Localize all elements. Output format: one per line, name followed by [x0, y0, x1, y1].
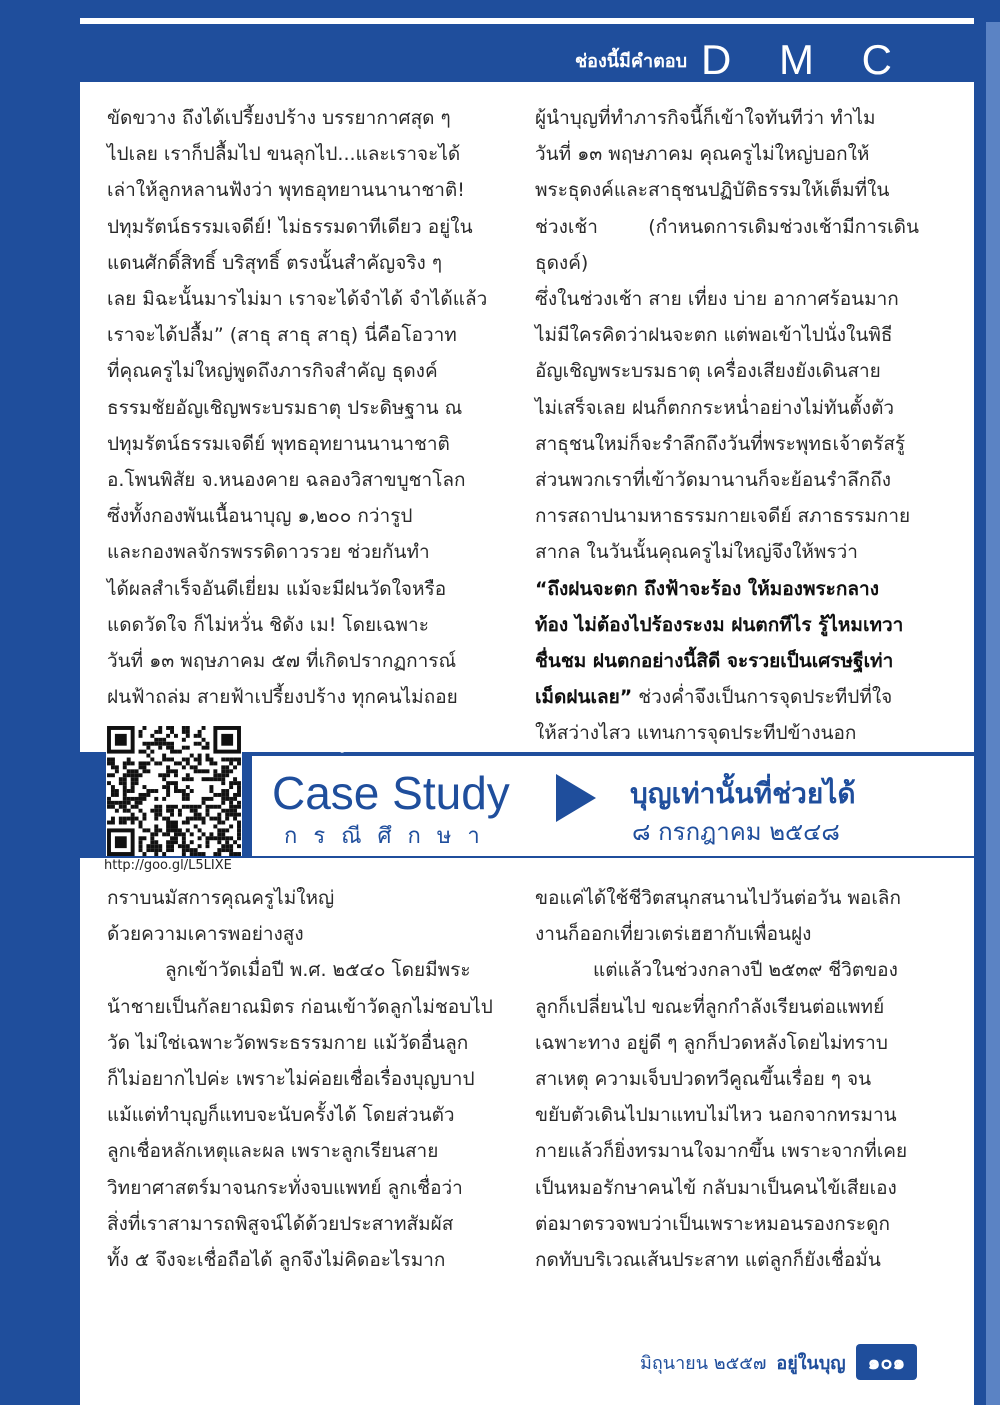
text-line: วิทยาศาสตร์มาจนกระทั่งจบแพทย์ ลูกเชื่อว่า	[107, 1176, 463, 1199]
text-line: น้าชายเป็นกัลยาณมิตร ก่อนเข้าวัดลูกไม่ชอบไป	[107, 995, 493, 1018]
video-caption	[286, 734, 755, 756]
text-line: ขอแค่ได้ใช้ชีวิตสนุกสนานไปวันต่อวัน พอเลิก	[535, 887, 901, 909]
text-line: ไม่เสร็จเลย ฝนก็ตกกระหน่ำอย่างไม่ทันตั้งตัว	[535, 396, 895, 419]
text-line: ชื่นชม ฝนตกอย่างนี้สิดี จะรวยเป็นเศรษฐีเท่า	[535, 650, 894, 673]
text-line: ปทุมรัตน์ธรรมเจดีย์! ไม่ธรรมดาทีเดียว อยู่ใน	[107, 215, 473, 238]
text-line: แดดวัดใจ ก็ไม่หวั่น ชิดัง เม! โดยเฉพาะ	[107, 613, 429, 636]
text-line	[535, 679, 919, 715]
text-line: ไม่มีใครคิดว่าฝนจะตก แต่พอเข้าไปนั่งในพิธี	[535, 324, 893, 347]
brand-title: D M C	[701, 36, 910, 83]
text-line: ปทุมรัตน์ธรรมเจดีย์ พุทธอุทยานนานาชาติ	[107, 432, 450, 455]
text-line: ลูกเชื่อหลักเหตุและผล เพราะลูกเรียนสาย	[107, 1140, 439, 1163]
section-header	[575, 36, 910, 84]
section-label: ช่องนี้มีคำตอบ	[574, 50, 687, 72]
text-line: ไปเลย เราก็ปลื้มไป ขนลุกไป...และเราจะได้	[107, 143, 461, 166]
article-column-1	[107, 100, 493, 715]
text-line: ฝนฟ้าถล่ม สายฟ้าเปรี้ยงปร้าง ทุกคนไม่ถอย	[107, 686, 458, 709]
caption-arrow-icon	[286, 738, 298, 752]
text-line: กราบนมัสการคุณครูไม่ใหญ่	[107, 887, 335, 909]
text-line: เราจะได้ปลื้ม” (สาธุ สาธุ สาธุ) นี่คือโอวาท	[107, 324, 457, 347]
text-line: ก็ไม่อยากไปค่ะ เพราะไม่ค่อยเชื่อเรื่องบุญบาป	[107, 1068, 475, 1091]
caption-text: รับชมรูปแบบ Video ผ่านทาง Application QR code ในมือถือ และ Tablet	[302, 737, 756, 753]
text-segment: ช่วงค่ำจึงเป็นการจุดประทีปที่ใจ	[632, 686, 893, 709]
case-study-topic: บุญเท่านั้นที่ช่วยได้	[630, 777, 856, 810]
text-line: ธรรมชัยอัญเชิญพระบรมธาตุ ประดิษฐาน ณ	[107, 396, 463, 419]
text-line: ท้อง ไม่ต้องไปร้องระงม ฝนตกทีไร รู้ไหมเทวา	[535, 613, 904, 636]
text-line: วัด ไม่ใช่เฉพาะวัดพระธรรมกาย แม้วัดอื่นลูก	[107, 1031, 469, 1054]
text-line: “ถึงฝนจะตก ถึงฟ้าจะร้อง ให้มองพระกลาง	[535, 577, 879, 600]
case-study-subtitle: กรณีศึกษา	[284, 824, 496, 849]
text-line: สาเหตุ ความเจ็บปวดทวีคูณขึ้นเรื่อย ๆ จน	[535, 1068, 872, 1091]
text-line: ขยับตัวเดินไปมาแทบไม่ไหว นอกจากทรมาน	[535, 1104, 897, 1127]
text-line: สิ่งที่เราสามารถพิสูจน์ได้ด้วยประสาทสัมผัส	[107, 1212, 454, 1235]
text-line: ที่คุณครูไม่ใหญ่พูดถึงภารกิจสำคัญ ธุดงค์	[107, 360, 438, 383]
magazine-title: อยู่ในบุญ	[776, 1352, 846, 1374]
page-footer	[640, 1344, 917, 1380]
text-line: วันที่ ๑๓ พฤษภาคม คุณครูไม่ใหญ่บอกให้	[535, 143, 870, 166]
case-study-date: ๘ กรกฎาคม ๒๕๔๘	[632, 818, 840, 846]
text-line: เฉพาะทาง อยู่ดี ๆ ลูกก็ปวดหลังโดยไม่ทราบ	[535, 1031, 888, 1054]
text-line: และกองพลจักรพรรดิดาวรวย ช่วยกันทำ	[107, 541, 430, 564]
text-line: ลูกก็เปลี่ยนไป ขณะที่ลูกกำลังเรียนต่อแพทย์	[535, 995, 885, 1018]
text-line: สากล ในวันนั้นคุณครูไม่ใหญ่จึงให้พรว่า	[535, 541, 858, 564]
qr-code-icon[interactable]	[106, 726, 242, 856]
article-column-4	[535, 880, 919, 1278]
text-line: แดนศักดิ์สิทธิ์ บริสุทธิ์ ตรงนั้นสำคัญจริง ๆ	[107, 251, 443, 274]
text-line: พระธุดงค์และสาธุชนปฏิบัติธรรมให้เต็มที่ใน	[535, 179, 890, 202]
qr-link[interactable]: http://goo.gl/L5LIXE	[104, 858, 244, 873]
text-line: เล่าให้ลูกหลานฟังว่า พุทธอุทยานนานาชาติ!	[107, 179, 465, 202]
text-line: ให้สว่างไสว แทนการจุดประทีปข้างนอก	[535, 722, 857, 745]
text-line: ทั้ง ๕ จึงจะเชื่อถือได้ ลูกจึงไม่คิดอะไรมาก	[107, 1249, 446, 1272]
right-frame-stripe	[986, 22, 1000, 1405]
article-column-2	[535, 100, 919, 752]
issue-date: มิถุนายน ๒๕๕๗	[640, 1352, 767, 1374]
text-line: แต่แล้วในช่วงกลางปี ๒๕๓๙ ชีวิตของ	[593, 959, 898, 982]
text-line: เลย มิฉะนั้นมารไม่มา เราจะได้จำได้ จำได้แล้ว	[107, 288, 488, 311]
text-line: กายแล้วก็ยิ่งทรมานใจมากขึ้น เพราะจากที่เคย	[535, 1140, 908, 1163]
quote-end: เม็ดฝนเลย”	[535, 686, 633, 709]
text-line: อัญเชิญพระบรมธาตุ เครื่องเสียงยังเดินสาย	[535, 360, 881, 383]
article-column-3	[107, 880, 493, 1278]
text-line: ได้ผลสำเร็จอันดีเยี่ยม แม้จะมีฝนวัดใจหรือ	[107, 577, 447, 600]
text-line: ซึ่งในช่วงเช้า สาย เที่ยง บ่าย อากาศร้อนมาก	[535, 288, 899, 311]
top-frame-bar	[0, 0, 1000, 18]
text-line: แม้แต่ทำบุญก็แทบจะนับครั้งได้ โดยส่วนตัว	[107, 1104, 455, 1127]
text-line: ซึ่งทั้งกองพันเนื้อนาบุญ ๑,๒๐๐ กว่ารูป	[107, 505, 413, 528]
play-arrow-icon	[556, 774, 596, 822]
text-line: ผู้นำบุญที่ทำภารกิจนี้ก็เข้าใจทันทีว่า ทำไม	[535, 107, 876, 129]
text-line: ลูกเข้าวัดเมื่อปี พ.ศ. ๒๕๔๐ โดยมีพระ	[165, 959, 471, 982]
text-line: ด้วยความเคารพอย่างสูง	[107, 923, 304, 946]
left-frame-bar	[0, 0, 80, 1405]
text-line: การสถาปนามหาธรรมกายเจดีย์ สภาธรรมกาย	[535, 505, 911, 528]
page-number: ๑๐๑	[856, 1344, 918, 1380]
text-line: ขัดขวาง ถึงได้เปรี้ยงปร้าง บรรยากาศสุด ๆ	[107, 107, 451, 129]
text-line: เป็นหมอรักษาคนไข้ กลับมาเป็นคนไข้เสียเอง	[535, 1176, 897, 1199]
text-line: ส่วนพวกเราที่เข้าวัดมานานก็จะย้อนรำลึกถึง	[535, 469, 892, 492]
text-line: อ.โพนพิสัย จ.หนองคาย ฉลองวิสาขบูชาโลก	[107, 469, 466, 492]
text-line: สาธุชนใหม่ก็จะรำลึกถึงวันที่พระพุทธเจ้าตรัสรู้	[535, 432, 906, 455]
text-line: ต่อมาตรวจพบว่าเป็นเพราะหมอนรองกระดูก	[535, 1212, 890, 1235]
case-study-title: Case Study	[272, 767, 510, 819]
text-line: วันที่ ๑๓ พฤษภาคม ๕๗ ที่เกิดปรากฏการณ์	[107, 650, 457, 673]
text-line: งานก็ออกเที่ยวเตร่เฮฮากับเพื่อนฝูง	[535, 923, 812, 946]
text-line: กดทับบริเวณเส้นประสาท แต่ลูกก็ยังเชื่อมั่น	[535, 1249, 881, 1272]
text-line: ช่วงเช้า (กำหนดการเดิมช่วงเช้ามีการเดินธุดงค์)	[535, 215, 919, 274]
